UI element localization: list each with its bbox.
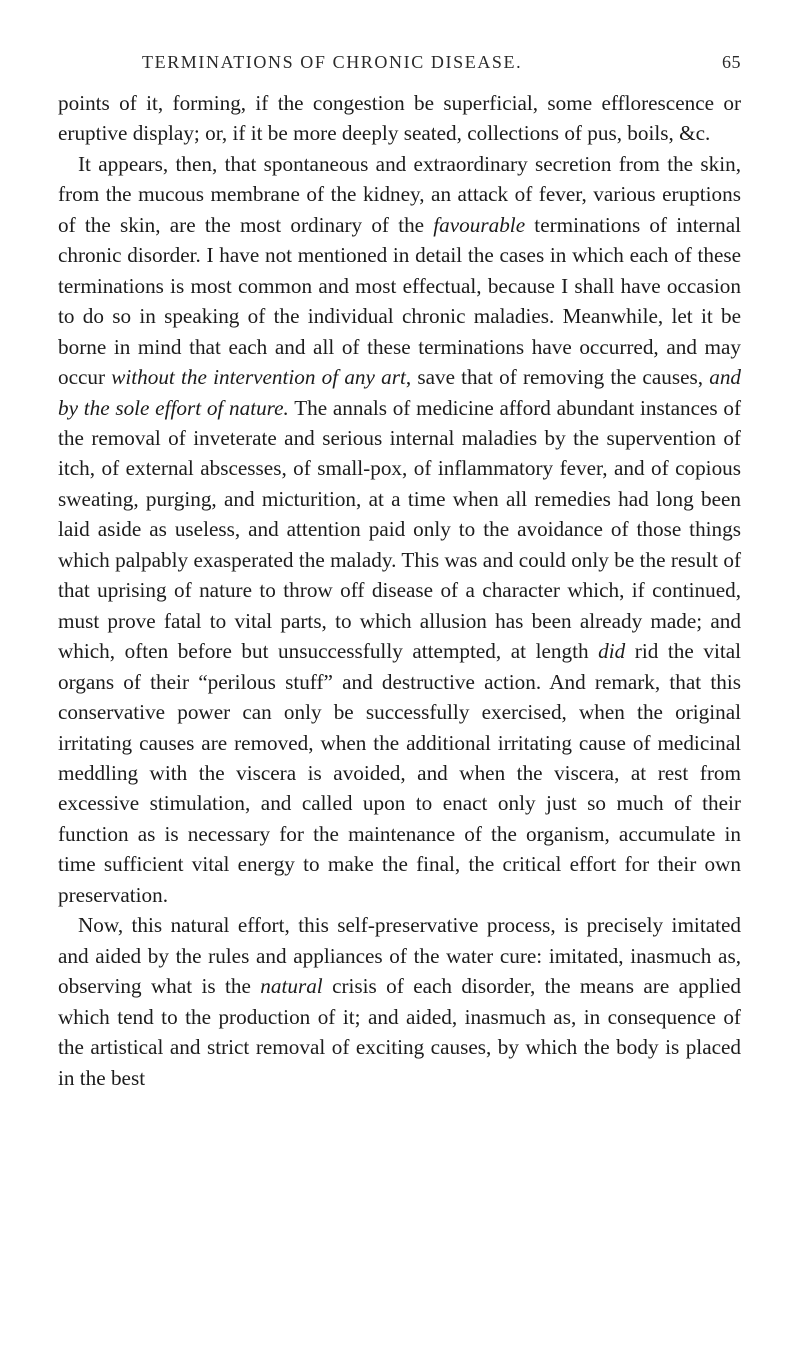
italic-segment: did (598, 639, 626, 664)
book-page (58, 50, 741, 1093)
text-segment: terminations of internal chronic disorder. I have not mentioned in detail the cases in which each of these terminations is most common and most effectual, because I shall have occasion to do so in speaking of the individual chronic maladies. Meanwhile, let it be borne in mind that each and all of these terminations have occurred, and may occur (58, 212, 741, 390)
italic-segment: natural (260, 974, 323, 999)
body-text (58, 88, 741, 1093)
text-segment: crisis of each disorder, the means are applied which tend to the production of it; and aided, inasmuch as, in consequence of the artistical and strict removal of exciting causes, by which the body is placed in the best (58, 974, 742, 1090)
italic-segment: favourable (433, 212, 526, 237)
text-segment: , save that of removing the causes, (405, 365, 710, 390)
paragraph (58, 910, 741, 1093)
text-segment: The annals of medicine afford abundant instances of the removal of inveterate and serious internal maladies by the supervention of itch, of external abscesses, of small-pox, of inflammatory fever, and of copious sweating, purging, and micturition, at a time when all remedies had long been laid aside as useless, and attention paid only to the avoidance of those things which palpably exasperated the malady. This was and could only be the result of that uprising of nature to throw off disease of a character which, if continued, must prove fatal to vital parts, to which allusion has been already made; and which, often before but unsuccessfully attempted, at length (58, 395, 741, 664)
paragraph-continuation (58, 88, 741, 149)
running-header (58, 50, 741, 84)
italic-segment: without the intervention of any art (111, 365, 406, 390)
text-segment: It appears, then, that spontaneous and extraordinary secretion from the skin, from the mucous membrane of the kidney, an attack of fever, various eruptions of the skin, are the most ordinary of the (58, 151, 741, 237)
paragraph (58, 149, 741, 910)
page-number: 65 (722, 52, 741, 72)
text-segment: points of it, forming, if the congestion be superficial, some efflorescence or eruptive display; or, if it be more deeply seated, collections of pus, boils, &c. (58, 91, 741, 146)
running-title: TERMINATIONS OF CHRONIC DISEASE. (142, 52, 523, 72)
text-segment: Now, this natural effort, this self-preservative process, is precisely imitated and aided by the rules and appliances of the water cure: imitated, inasmuch as, observing what is the (58, 913, 741, 999)
italic-segment: and by the sole effort of nature. (58, 365, 741, 420)
text-segment: rid the vital organs of their “perilous stuff” and destructive action. And remark, that this conservative power can only be successfully exercised, when the original irritating causes are removed, when the additional irritating cause of medicinal meddling with the viscera is avoided, and when the viscera, at rest from excessive stimulation, and called upon to enact only just so much of their function as is necessary for the maintenance of the organism, accumulate in time sufficient vital energy to make the final, the critical effort for their own preservation. (58, 639, 742, 907)
